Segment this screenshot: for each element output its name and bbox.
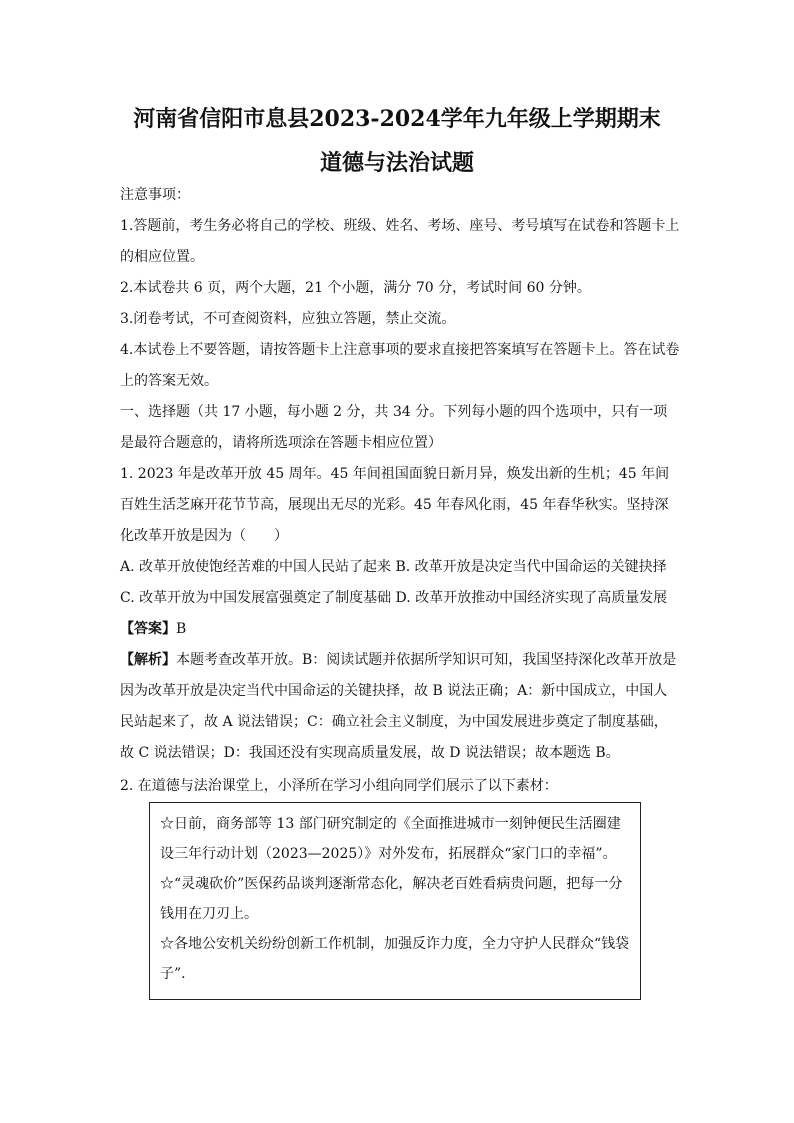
exam-subject-title: 道德与法治试题	[319, 150, 474, 176]
question-1-options-cd: C. 改革开放为中国发展富强奠定了制度基础 D. 改革开放推动中国经济实现了高质量发展	[120, 590, 668, 606]
material-item-2: ☆“灵魂砍价”医保药品谈判逐渐常态化，解决老百姓看病贵问题，把每一分钱用在刀刃上。	[160, 876, 623, 922]
notice-item-1: 1.答题前，考生务必将自己的学校、班级、姓名、考场、座号、考号填写在试卷和答题卡上的相应位置。	[120, 218, 680, 265]
notice-item-3: 3.闭卷考试，不可查阅资料，应独立答题，禁止交流。	[120, 311, 456, 327]
question-1-answer	[120, 614, 680, 645]
notice-item-4: 4.本试卷上不要答题，请按答题卡上注意事项的要求直接把答案填写在答题卡上。答在试卷上的答案无效。	[120, 342, 680, 389]
notice-heading: 注意事项：	[120, 187, 190, 203]
analysis-label: 【解析】	[120, 652, 176, 668]
question-1-analysis	[120, 645, 680, 769]
question-1-stem: 1. 2023 年是改革开放 45 周年。45 年间祖国面貌日新月异，焕发出新的生机；45 年间百姓生活芝麻开花节节高，展现出无尽的光彩。45 年春风化雨，45 年春华秋实。坚持深化改革开放是因为（ ）	[120, 466, 670, 544]
question-2-stem: 2. 在道德与法治课堂上，小泽所在学习小组向同学们展示了以下素材：	[120, 778, 558, 794]
answer-value: B	[176, 621, 187, 637]
answer-label: 【答案】	[120, 621, 176, 637]
material-box	[149, 802, 641, 1000]
notice-item-2: 2.本试卷共 6 页，两个大题，21 个小题，满分 70 分，考试时间 60 分钟。	[120, 280, 591, 296]
material-item-1: ☆日前，商务部等 13 部门研究制定的《全面推进城市一刻钟便民生活圈建设三年行动计划（2023—2025）》对外发布，拓展群众“家门口的幸福”。	[160, 816, 621, 862]
material-item-3: ☆各地公安机关纷纷创新工作机制，加强反诈力度，全力守护人民群众“钱袋子”.	[160, 936, 630, 982]
exam-title: 河南省信阳市息县2023-2024学年九年级上学期期末	[133, 106, 661, 132]
section-header: 一、选择题（共 17 小题，每小题 2 分，共 34 分。下列每小题的四个选项中，只有一项是最符合题意的，请将所选项涂在答题卡相应位置）	[120, 404, 668, 451]
question-1-options-ab: A. 改革开放使饱经苦难的中国人民站了起来 B. 改革开放是决定当代中国命运的关键抉择	[120, 559, 667, 575]
analysis-text: 本题考查改革开放。B：阅读试题并依据所学知识可知，我国坚持深化改革开放是因为改革开放是决定当代中国命运的关键抉择，故 B 说法正确；A：新中国成立，中国人民站起来了，故 A 说法错误；C：确立社会主义制度，为中国发展进步奠定了制度基础，故 C 说法错误；D：我国还没有实现高质量发展，故 D 说法错误；故本题选 B。	[120, 652, 677, 761]
